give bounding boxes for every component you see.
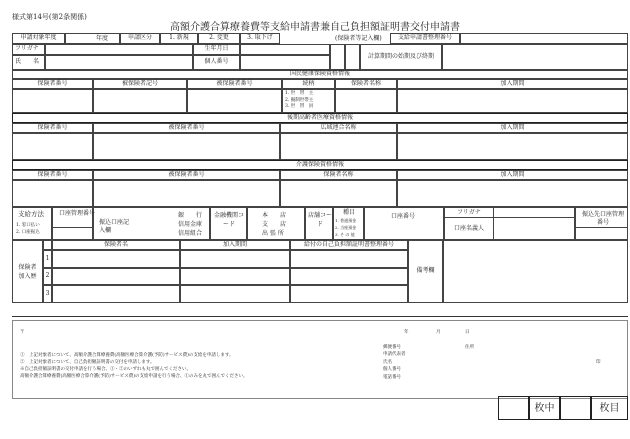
kouki-col-header: 加入期間 bbox=[397, 123, 628, 133]
history-data-cell[interactable] bbox=[180, 268, 290, 286]
kouki-col-header: 保険者番号 bbox=[12, 123, 93, 133]
kubun-label: 申請区分 bbox=[120, 33, 160, 44]
ref-no-label: 支給申請書整理番号 bbox=[390, 33, 460, 44]
mynumber-label: 個人番号 bbox=[193, 55, 240, 70]
history-data-cell[interactable] bbox=[290, 285, 408, 303]
kubun-change[interactable]: 2. 変更 bbox=[198, 33, 240, 44]
method-counter[interactable]: 1. 窓口払い bbox=[16, 223, 40, 228]
kaigo-data-cell[interactable] bbox=[280, 180, 397, 207]
kaigo-title: 介護保険資格情報 bbox=[12, 160, 628, 170]
blank-box bbox=[345, 44, 360, 70]
history-row-number: 3 bbox=[43, 285, 52, 303]
kokuho-data-cell[interactable] bbox=[397, 89, 628, 113]
kokuho-col-header: 被保険者番号 bbox=[187, 79, 282, 89]
store-code-label: 店舗コード bbox=[308, 212, 333, 228]
kokuho-data-cell[interactable] bbox=[187, 89, 282, 113]
history-data-cell[interactable] bbox=[290, 268, 408, 286]
form-title: 高額介護合算療養費等支給申請書兼自己負担額証明書交付申請書 bbox=[170, 22, 460, 33]
holder-label: 口座名義人 bbox=[454, 225, 485, 232]
address-label: 住所 bbox=[465, 345, 474, 350]
period-input[interactable] bbox=[442, 44, 628, 70]
history-label-cell bbox=[12, 240, 43, 303]
holder-cell[interactable] bbox=[444, 207, 575, 240]
blank-box bbox=[330, 44, 345, 70]
blank-cell bbox=[43, 240, 52, 250]
method-cell[interactable] bbox=[12, 207, 52, 240]
kind-cell[interactable] bbox=[333, 207, 364, 240]
note-1: ※自己負担額証明書の交付申請を行う場合、①・②のいずれも丸で囲んでください。 bbox=[20, 367, 191, 372]
kaigo-col-header: 保険者番号 bbox=[12, 170, 93, 180]
statement-2: ② 上記対象者について、自己負担額証明書の交付を申請します。 bbox=[20, 360, 155, 365]
ref-no-input[interactable] bbox=[460, 33, 628, 44]
kokuho-col-header: 保険者番号 bbox=[12, 79, 93, 89]
year-input[interactable] bbox=[65, 33, 120, 44]
kouki-col-header: 被保険者番号 bbox=[93, 123, 280, 133]
date-month: 月 bbox=[436, 330, 441, 335]
transfer-cell bbox=[93, 207, 210, 240]
branch-cell bbox=[247, 207, 305, 240]
acct-no-cell[interactable] bbox=[364, 207, 444, 240]
year-label: 申請対象年度 bbox=[12, 33, 65, 44]
kubun-withdraw[interactable]: 3. 取下げ bbox=[240, 33, 280, 44]
relationship-option[interactable]: 1. 世 帯 主 bbox=[285, 90, 314, 96]
year-unit: 年度 bbox=[96, 35, 109, 42]
statement-1: ① 上記対象者について、高額介護合算療養費(高額医療合算介護(予防)サービス費)の支給を申請します。 bbox=[20, 353, 234, 358]
history-col-header: 保険者名 bbox=[52, 240, 180, 250]
method-label: 支給方法 bbox=[18, 210, 44, 218]
history-label: 保険者加入歴 bbox=[18, 263, 37, 280]
history-row-number: 1 bbox=[43, 250, 52, 268]
birth-input[interactable] bbox=[240, 44, 330, 55]
kaigo-col-header: 保険者名称 bbox=[280, 170, 397, 180]
note-2: 高額介護合算療養費(高額医療合算介護(予防)サービス費)の支給申請を行う場合、①のみを丸で囲んでください。 bbox=[20, 374, 248, 379]
postal-mark: 〒 bbox=[20, 330, 25, 335]
acct-no-label: 口座番号 bbox=[391, 213, 416, 220]
kokuho-col-header: 続柄 bbox=[282, 79, 335, 89]
shiten-label: 支 店 bbox=[262, 221, 287, 228]
history-data-cell[interactable] bbox=[290, 250, 408, 268]
kumiai-label: 信用組合 bbox=[178, 230, 203, 237]
store-code-cell[interactable] bbox=[305, 207, 333, 240]
kaigo-data-cell[interactable] bbox=[397, 180, 628, 207]
kouki-title: 後期高齢者医療資格情報 bbox=[12, 113, 628, 123]
history-data-cell[interactable] bbox=[52, 268, 180, 286]
sheet-nth-input[interactable] bbox=[560, 396, 591, 420]
kokuho-data-cell[interactable] bbox=[335, 89, 397, 113]
fin-code-label: 金融機関コード bbox=[214, 212, 245, 228]
insurer-note: (保険者等記入欄) bbox=[335, 35, 382, 42]
bank-label: 銀 行 bbox=[178, 212, 203, 219]
furigana-input[interactable] bbox=[45, 44, 193, 55]
history-data-cell[interactable] bbox=[52, 285, 180, 303]
applicant-mynumber-label: 個人番号 bbox=[383, 367, 401, 372]
history-col-header: 給付の自己負担額証明書整理番号 bbox=[290, 240, 408, 250]
kaigo-data-cell[interactable] bbox=[93, 180, 280, 207]
sheet-of-label: 枚中 bbox=[529, 396, 560, 420]
relationship-option[interactable]: 2. 擬制世帯主 bbox=[285, 97, 314, 103]
kouki-data-cell[interactable] bbox=[397, 133, 628, 160]
kind-futsu[interactable]: 1. 普通預金 bbox=[335, 218, 357, 223]
furigana-label: フリガナ bbox=[457, 209, 481, 216]
relationship-options[interactable] bbox=[282, 89, 335, 113]
phone-label: 電話番号 bbox=[383, 375, 401, 380]
history-data-cell[interactable] bbox=[180, 285, 290, 303]
period-label: 計算期間の始期及び終期 bbox=[360, 44, 442, 70]
birth-label: 生年月日 bbox=[193, 44, 240, 55]
remarks-label: 備考欄 bbox=[408, 240, 443, 303]
remarks-input[interactable] bbox=[443, 240, 628, 303]
form-number: 様式第14号(第2条関係) bbox=[12, 13, 87, 21]
relationship-option[interactable]: 3. 世 帯 員 bbox=[285, 104, 314, 110]
divider bbox=[12, 316, 628, 317]
shinkin-label: 信用金庫 bbox=[178, 221, 203, 228]
kind-toza[interactable]: 2. 当座預金 bbox=[335, 225, 357, 230]
kouki-data-cell[interactable] bbox=[280, 133, 397, 160]
fin-code-cell[interactable] bbox=[210, 207, 247, 240]
kokuho-data-cell[interactable] bbox=[93, 89, 187, 113]
history-col-header: 加入期間 bbox=[180, 240, 290, 250]
honten-label: 本 店 bbox=[262, 212, 287, 219]
date-day: 日 bbox=[465, 330, 470, 335]
name-input[interactable] bbox=[45, 55, 193, 70]
mynumber-input[interactable] bbox=[240, 55, 330, 70]
history-data-cell[interactable] bbox=[180, 250, 290, 268]
history-row-number: 2 bbox=[43, 268, 52, 286]
dest-mgmt-cell[interactable] bbox=[575, 207, 628, 240]
seal-mark: 印 bbox=[596, 360, 601, 365]
kouki-data-cell[interactable] bbox=[12, 133, 93, 160]
zip-label: 郵便番号 bbox=[383, 345, 401, 350]
dest-mgmt-label: 振込先口座管理番号 bbox=[581, 211, 624, 227]
kokuho-data-cell[interactable] bbox=[12, 89, 93, 113]
rep-label: 申請代表者 bbox=[383, 352, 406, 357]
kaigo-col-header: 被保険者番号 bbox=[93, 170, 280, 180]
applicant-name-label: 氏名 bbox=[383, 360, 392, 365]
kokuho-col-header: 加入期間 bbox=[397, 79, 628, 89]
name-label: 氏 名 bbox=[12, 55, 45, 70]
acct-mgmt-label: 口座管理番号 bbox=[59, 210, 96, 217]
sheet-total-input[interactable] bbox=[498, 396, 529, 420]
furigana-label: フリガナ bbox=[12, 44, 45, 55]
shucho-label: 出 張 所 bbox=[262, 230, 284, 237]
kokuho-col-header: 保険者名称 bbox=[335, 79, 397, 89]
method-transfer[interactable]: 2. 口座振込 bbox=[16, 230, 40, 235]
kind-other[interactable]: 3. そ の 他 bbox=[335, 232, 355, 237]
kokuho-title: 国民健康保険資格情報 bbox=[12, 70, 628, 79]
kubun-new[interactable]: 1. 新規 bbox=[160, 33, 198, 44]
kaigo-data-cell[interactable] bbox=[12, 180, 93, 207]
kaigo-col-header: 加入期間 bbox=[397, 170, 628, 180]
transfer-label: 振込口座記入欄 bbox=[99, 219, 130, 234]
sheet-nth-label: 枚目 bbox=[591, 396, 628, 420]
kouki-data-cell[interactable] bbox=[93, 133, 280, 160]
kouki-col-header: 広域連合名称 bbox=[280, 123, 397, 133]
acct-mgmt-cell[interactable] bbox=[52, 207, 96, 240]
date-year: 年 bbox=[404, 330, 409, 335]
kind-label: 種目 bbox=[343, 209, 356, 216]
history-data-cell[interactable] bbox=[52, 250, 180, 268]
kokuho-col-header: 被保険者記号 bbox=[93, 79, 187, 89]
